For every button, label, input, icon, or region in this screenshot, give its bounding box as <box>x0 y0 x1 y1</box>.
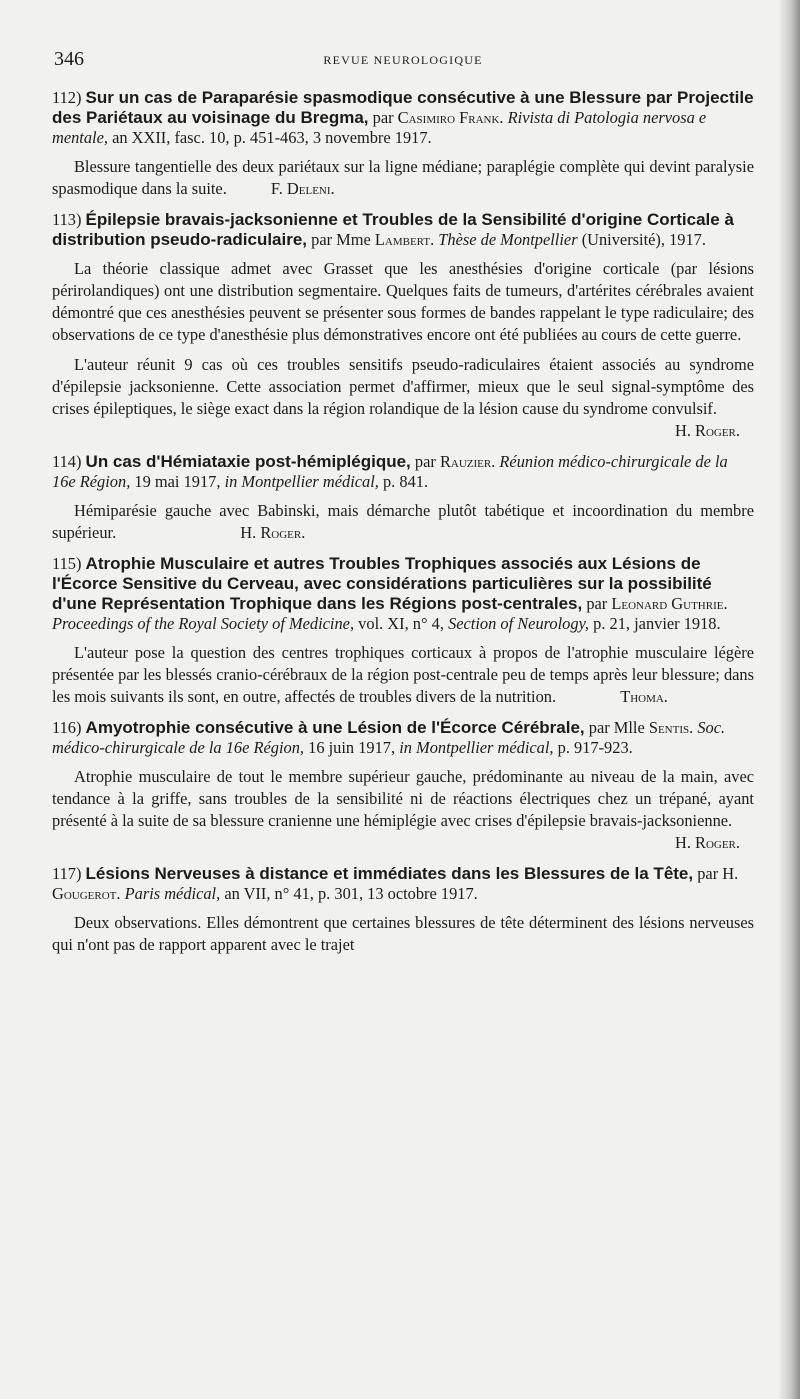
abstract-source-secondary: in Montpellier médical, <box>399 738 554 757</box>
abstract-title: Un cas d'Hémiataxie post-hémiplégique, <box>85 452 411 471</box>
abstract-heading <box>52 452 754 492</box>
abstract-number: 115) <box>52 554 82 573</box>
abstract-source: Réunion médico-chirurgicale de la 16e Région, <box>52 452 728 491</box>
abstract-116 <box>52 718 754 854</box>
abstract-paragraph: Deux observations. Elles démontrent que certaines blessures de tête déterminent des lésions nerveuses qui n'ont pas de rapport apparent avec le trajet <box>52 913 754 954</box>
abstract-source: Proceedings of the Royal Society of Medicine, <box>52 614 355 633</box>
abstract-paragraph: La théorie classique admet avec Grasset que les anesthésies d'origine corticale (par lésions périrolandiques) ont une distribution segmentaire. Quelques faits de tumeurs, d'artérites cérébrales avaient démontré que ces anesthésies peuvent se présenter sous formes de bandes rappelant le type radiculaire; des observations de ce type d'anesthésie plus démonstratives encore ont été publiées au cours de cette guerre. <box>52 259 754 344</box>
abstract-details-secondary: p. 917-923. <box>557 738 633 757</box>
abstract-paragraph: Hémiparésie gauche avec Babinski, mais démarche plutôt tabétique et incoordination du membre supérieur. <box>52 501 754 542</box>
abstract-title: Lésions Nerveuses à distance et immédiates dans les Blessures de la Tête, <box>85 864 694 883</box>
abstract-details: an VII, n° 41, p. 301, 13 octobre 1917. <box>224 884 478 903</box>
abstract-source-secondary: in Montpellier médical, <box>224 472 379 491</box>
abstract-heading <box>52 554 754 634</box>
abstract-paragraph: Atrophie musculaire de tout le membre supérieur gauche, prédominante au niveau de la main, avec tendance à la griffe, sans troubles de la sensibilité ni de réactions électriques chez un trépané, ayant présenté à la suite de sa blessure cranienne une hémiplégie avec crises d'épilepsie bravais-jacksonienne. <box>52 767 754 830</box>
abstract-body <box>52 156 754 200</box>
abstract-body <box>52 642 754 708</box>
abstract-author: Casimiro Frank. <box>397 108 504 127</box>
abstract-117 <box>52 864 754 956</box>
abstract-113 <box>52 210 754 442</box>
abstract-by: par H. <box>697 864 739 883</box>
abstract-details-secondary: p. 841. <box>382 472 429 491</box>
abstract-source: Rivista di Patologia nervosa e mentale, <box>52 108 707 147</box>
abstract-heading <box>52 718 754 758</box>
abstract-115 <box>52 554 754 708</box>
abstract-title: Atrophie Musculaire et autres Troubles Trophiques associés aux Lésions de l'Écorce Sensitive du Cerveau, avec considérations particulières sur la possibilité d'une Représentation Trophique dans les Régions post-centrales, <box>52 554 712 613</box>
abstract-112 <box>52 88 754 200</box>
abstract-details-secondary: p. 21, janvier 1918. <box>593 614 721 633</box>
abstract-signature: H. Roger. <box>240 523 306 542</box>
abstract-paragraph: Blessure tangentielle des deux pariétaux sur la ligne médiane; paraplégie complète qui devint paralysie spasmodique dans la suite. <box>52 157 754 198</box>
abstract-details: 19 mai 1917, <box>134 472 221 491</box>
abstract-title: Amyotrophie consécutive à une Lésion de l'Écorce Cérébrale, <box>85 718 585 737</box>
running-title: REVUE NEUROLOGIQUE <box>323 53 483 67</box>
journal-page <box>52 48 754 956</box>
abstract-signature: H. Roger. <box>674 833 740 852</box>
abstract-paragraph: L'auteur réunit 9 cas où ces troubles sensitifs pseudo-radiculaires étaient associés au syndrome d'épilepsie jacksonienne. Cette association permet d'affirmer, mieux que le seul signal-symptôme des crises épileptiques, le siège exact dans la région rolandique de la lésion cause du syndrome convulsif. <box>52 355 754 418</box>
abstract-number: 112) <box>52 88 82 107</box>
abstract-by: par <box>586 594 608 613</box>
abstract-source: Soc. médico-chirurgicale de la 16e Région, <box>52 718 726 757</box>
abstract-by: par Mme <box>311 230 371 249</box>
page-edge-shadow <box>778 0 800 1399</box>
abstract-signature: H. Roger. <box>674 421 740 440</box>
abstract-author: Sentis. <box>648 718 694 737</box>
abstract-paragraph: L'auteur pose la question des centres trophiques corticaux à propos de l'atrophie musculaire légère présentée par les blessés cranio-cérébraux de la région post-centrale peu de temps après leur blessure; dans les mois suivants ils sont, en outre, affectés de troubles divers de la nutrition. <box>52 643 754 706</box>
abstract-number: 113) <box>52 210 82 229</box>
abstract-number: 116) <box>52 718 82 737</box>
abstract-by: par <box>414 452 436 471</box>
abstract-details: (Université), 1917. <box>581 230 706 249</box>
page-number: 346 <box>54 48 84 70</box>
abstract-source-secondary: Section of Neurology, <box>448 614 590 633</box>
abstract-author: Rauzier. <box>439 452 496 471</box>
abstract-by: par <box>372 108 394 127</box>
abstract-by: par Mlle <box>588 718 645 737</box>
abstract-details: an XXII, fasc. 10, p. 451-463, 3 novembre 1917. <box>112 128 432 147</box>
page-header <box>52 48 754 78</box>
abstract-author: Leonard Guthrie. <box>611 594 728 613</box>
abstract-heading <box>52 88 754 148</box>
abstract-author: Lambert. <box>374 230 435 249</box>
abstract-details: vol. XI, n° 4, <box>358 614 444 633</box>
abstract-source: Paris médical, <box>124 884 221 903</box>
abstract-signature: F. Deleni. <box>270 179 335 198</box>
abstract-signature: Thoma. <box>620 687 668 706</box>
abstract-title: Sur un cas de Paraparésie spasmodique consécutive à une Blessure par Projectile des Pariétaux au voisinage du Bregma, <box>52 88 754 127</box>
abstract-author: Gougerot. <box>52 884 121 903</box>
abstract-number: 117) <box>52 864 82 883</box>
abstract-details: 16 juin 1917, <box>308 738 396 757</box>
abstract-title: Épilepsie bravais-jacksonienne et Troubles de la Sensibilité d'origine Corticale à distribution pseudo-radiculaire, <box>52 210 734 249</box>
abstract-body <box>52 500 754 544</box>
abstract-heading <box>52 864 754 904</box>
abstract-number: 114) <box>52 452 82 471</box>
abstract-source: Thèse de Montpellier <box>438 230 578 249</box>
abstract-heading <box>52 210 754 250</box>
abstract-114 <box>52 452 754 544</box>
